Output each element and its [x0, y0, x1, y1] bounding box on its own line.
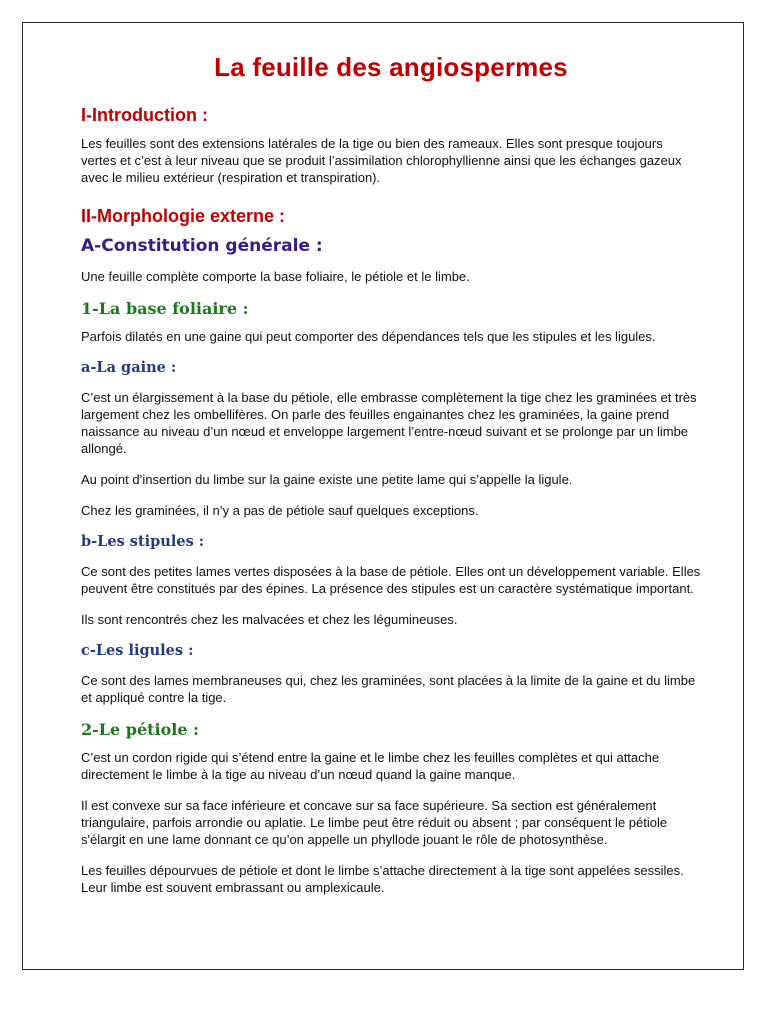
paragraph-gaine-2: Au point d’insertion du limbe sur la gaine existe une petite lame qui s’appelle la ligule. — [81, 472, 573, 487]
paragraph-stipules-1: Ce sont des petites lames vertes disposées à la base de pétiole. Elles ont un développement variable. Elles peuvent être constitués par des épines. La présence des stipules est un caractère systématique important. — [81, 564, 701, 596]
paragraph-petiole-3: Les feuilles dépourvues de pétiole et dont le limbe s’attache directement à la tige sont appelées sessiles. Leur limbe est souvent embrassant ou amplexicaule. — [81, 863, 684, 895]
paragraph-gaine-3: Chez les graminées, il n’y a pas de pétiole sauf quelques exceptions. — [81, 503, 479, 518]
paragraph-gaine-1: C’est un élargissement à la base du pétiole, elle embrasse complètement la tige chez les graminées et très largement chez les ombellifères. On parle des feuilles engainantes chez les graminées, la gaine prend naissance au niveau d’un nœud et enveloppe largement l’entre-nœud suivant et se prolonge par un limbe allongé. — [81, 390, 697, 456]
heading-le-petiole: 2-Le pétiole : — [81, 720, 200, 739]
paragraph-constitution-generale: Une feuille complète comporte la base foliaire, le pétiole et le limbe. — [81, 269, 470, 284]
heading-les-stipules: b-Les stipules : — [81, 533, 205, 550]
heading-constitution-generale: A-Constitution générale : — [81, 236, 323, 256]
heading-introduction: I-Introduction : — [81, 105, 208, 125]
paragraph-introduction: Les feuilles sont des extensions latérales de la tige ou bien des rameaux. Elles sont presque toujours vertes et c’est à leur niveau que se produit l’assimilation chlorophyllienne ainsi que les échanges gazeux avec le milieu extérieur (respiration et transpiration). — [81, 136, 682, 185]
document-body — [81, 52, 701, 910]
heading-morphologie-externe: II-Morphologie externe : — [81, 206, 286, 226]
heading-les-ligules: c-Les ligules : — [81, 642, 194, 659]
paragraph-ligules-1: Ce sont des lames membraneuses qui, chez les graminées, sont placées à la limite de la gaine et du limbe et appliqué contre la tige. — [81, 673, 696, 705]
heading-base-foliaire: 1-La base foliaire : — [81, 299, 249, 318]
heading-la-gaine: a-La gaine : — [81, 359, 177, 376]
paragraph-petiole-2: Il est convexe sur sa face inférieure et concave sur sa face supérieure. Sa section est généralement triangulaire, parfois arrondie ou aplatie. Le limbe peut être réduit ou absent ; par conséquent le pétiole s'élargit en une lame donnant ce qu’on appelle un phyllode jouant le rôle de photosynthèse. — [81, 798, 668, 847]
document-title: La feuille des angiospermes — [214, 52, 568, 82]
paragraph-stipules-2: Ils sont rencontrés chez les malvacées et chez les légumineuses. — [81, 612, 458, 627]
paragraph-petiole-1: C’est un cordon rigide qui s’étend entre la gaine et le limbe chez les feuilles complètes et qui attache directement le limbe à la tige au niveau d’un nœud quand la gaine manque. — [81, 750, 660, 782]
paragraph-base-foliaire: Parfois dilatés en une gaine qui peut comporter des dépendances tels que les stipules et les ligules. — [81, 329, 656, 344]
